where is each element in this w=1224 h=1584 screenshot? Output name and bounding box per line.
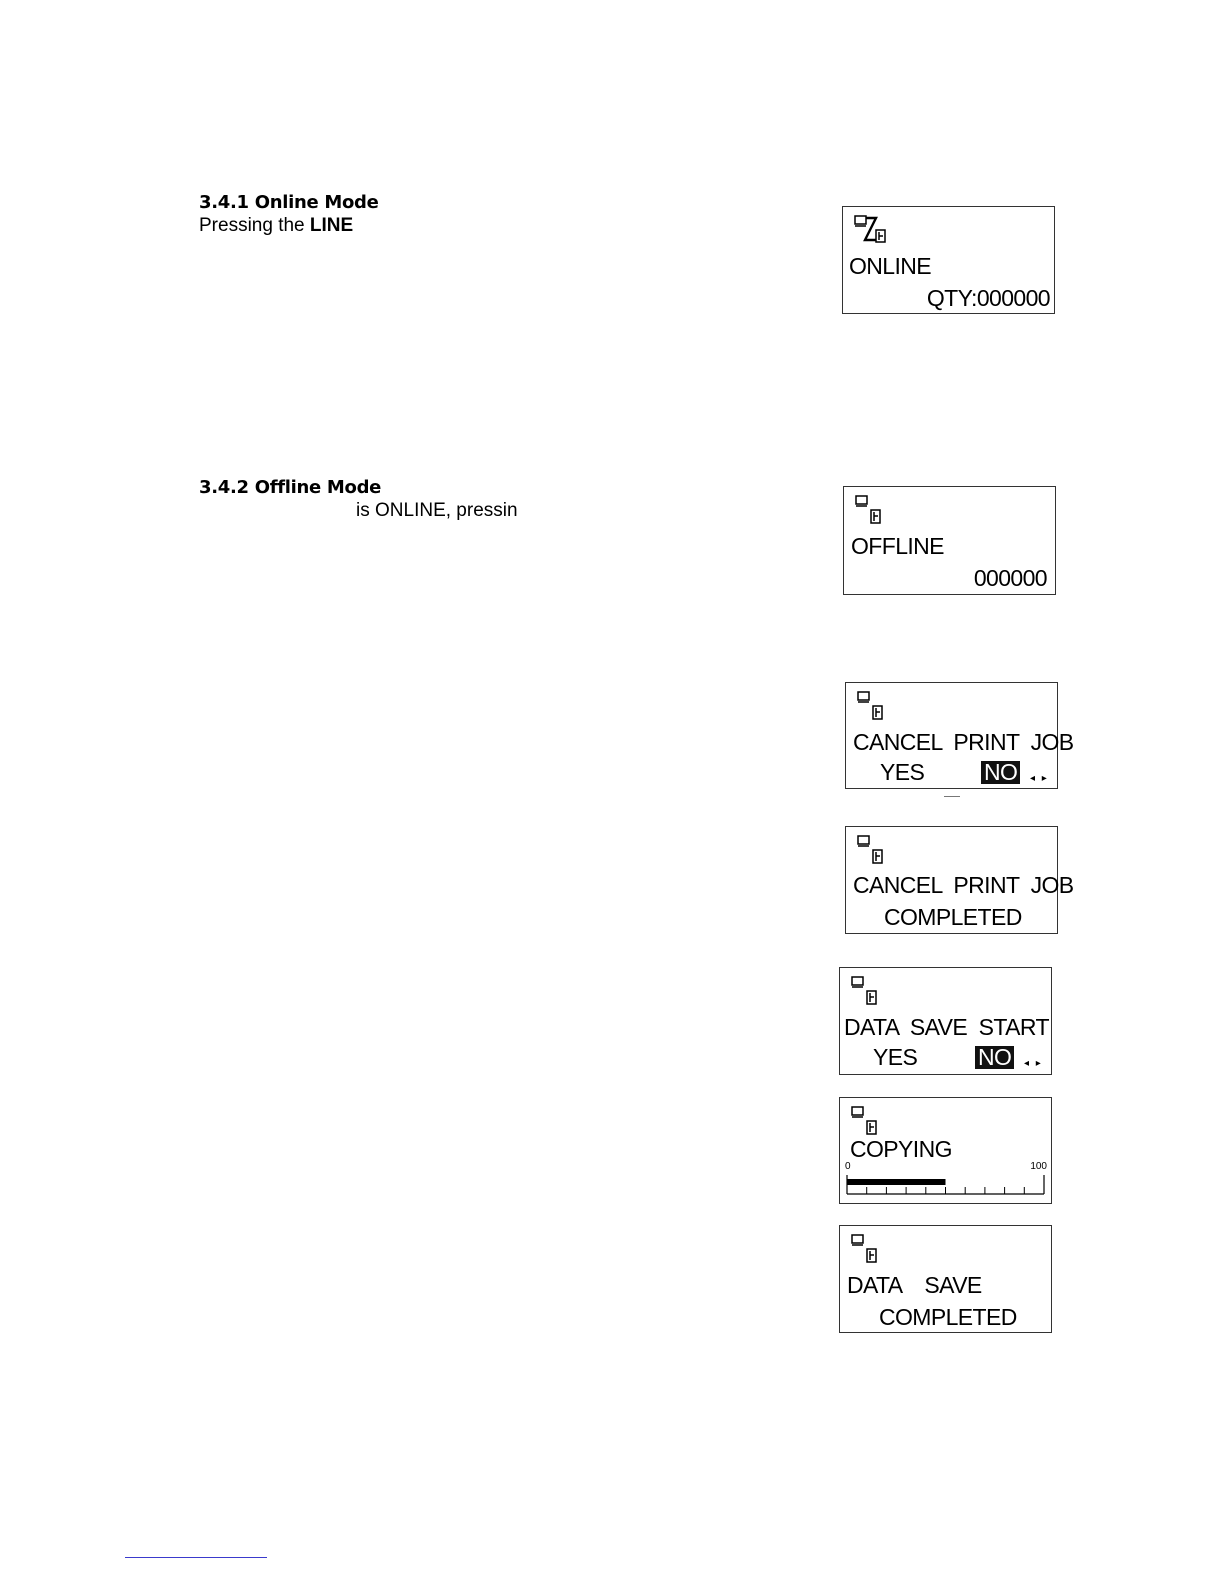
option-yes[interactable]: YES (880, 759, 925, 785)
lcd-completed-text: COMPLETED (884, 904, 1022, 930)
scale-min-label: 0 (845, 1161, 851, 1172)
footnote-separator (125, 1557, 267, 1558)
lcd-prompt-text: DATA SAVE (847, 1272, 982, 1298)
option-no-selected[interactable]: NO (981, 761, 1020, 784)
lcd-status-text: OFFLINE (851, 533, 944, 559)
section-heading-offline-mode: 3.4.2 Offline Mode (199, 477, 382, 498)
section-heading-online-mode: 3.4.1 Online Mode (199, 192, 379, 213)
online-mode-paragraph (199, 215, 353, 237)
printer-icon (855, 834, 889, 866)
offline-mode-paragraph: is ONLINE, pressin (356, 500, 518, 521)
online-mode-text: Pressing the (199, 215, 310, 236)
printer-icon (849, 1233, 883, 1265)
lcd-status-text: ONLINE (849, 253, 932, 279)
lcd-quantity-text: QTY:000000 (926, 285, 1050, 311)
left-right-arrows-icon: ◂ ▸ (1024, 1058, 1043, 1069)
lcd-status-text: COPYING (850, 1136, 952, 1162)
lcd-prompt-text: CANCEL PRINT JOB (853, 872, 1074, 898)
lcd-data-save-completed (839, 1225, 1052, 1333)
lcd-counter-text: 000000 (973, 565, 1047, 591)
option-yes[interactable]: YES (873, 1044, 918, 1070)
lcd-online-screen (842, 206, 1055, 314)
printer-icon (855, 690, 889, 722)
printer-icon (849, 975, 883, 1007)
lcd-copying-progress (839, 1097, 1052, 1204)
lcd-cancel-job-completed (845, 826, 1074, 934)
printer-icon (849, 1105, 883, 1137)
option-no-selected[interactable]: NO (975, 1046, 1014, 1069)
left-right-arrows-icon: ◂ ▸ (1030, 773, 1049, 784)
lcd-cancel-job-prompt (845, 682, 1074, 789)
printer-active-icon (852, 214, 886, 246)
printer-icon (853, 494, 887, 526)
lcd-offline-screen (843, 486, 1056, 595)
lcd-prompt-text: CANCEL PRINT JOB (853, 729, 1074, 755)
lcd-prompt-text: DATA SAVE START (844, 1014, 1049, 1040)
lcd-data-save-prompt (839, 967, 1052, 1075)
lcd-completed-text: COMPLETED (879, 1304, 1017, 1330)
progress-bar (846, 1174, 1046, 1198)
progress-fill (847, 1179, 946, 1185)
divider (944, 796, 960, 797)
line-key-label: LINE (309, 215, 354, 236)
scale-max-label: 100 (1030, 1161, 1047, 1172)
